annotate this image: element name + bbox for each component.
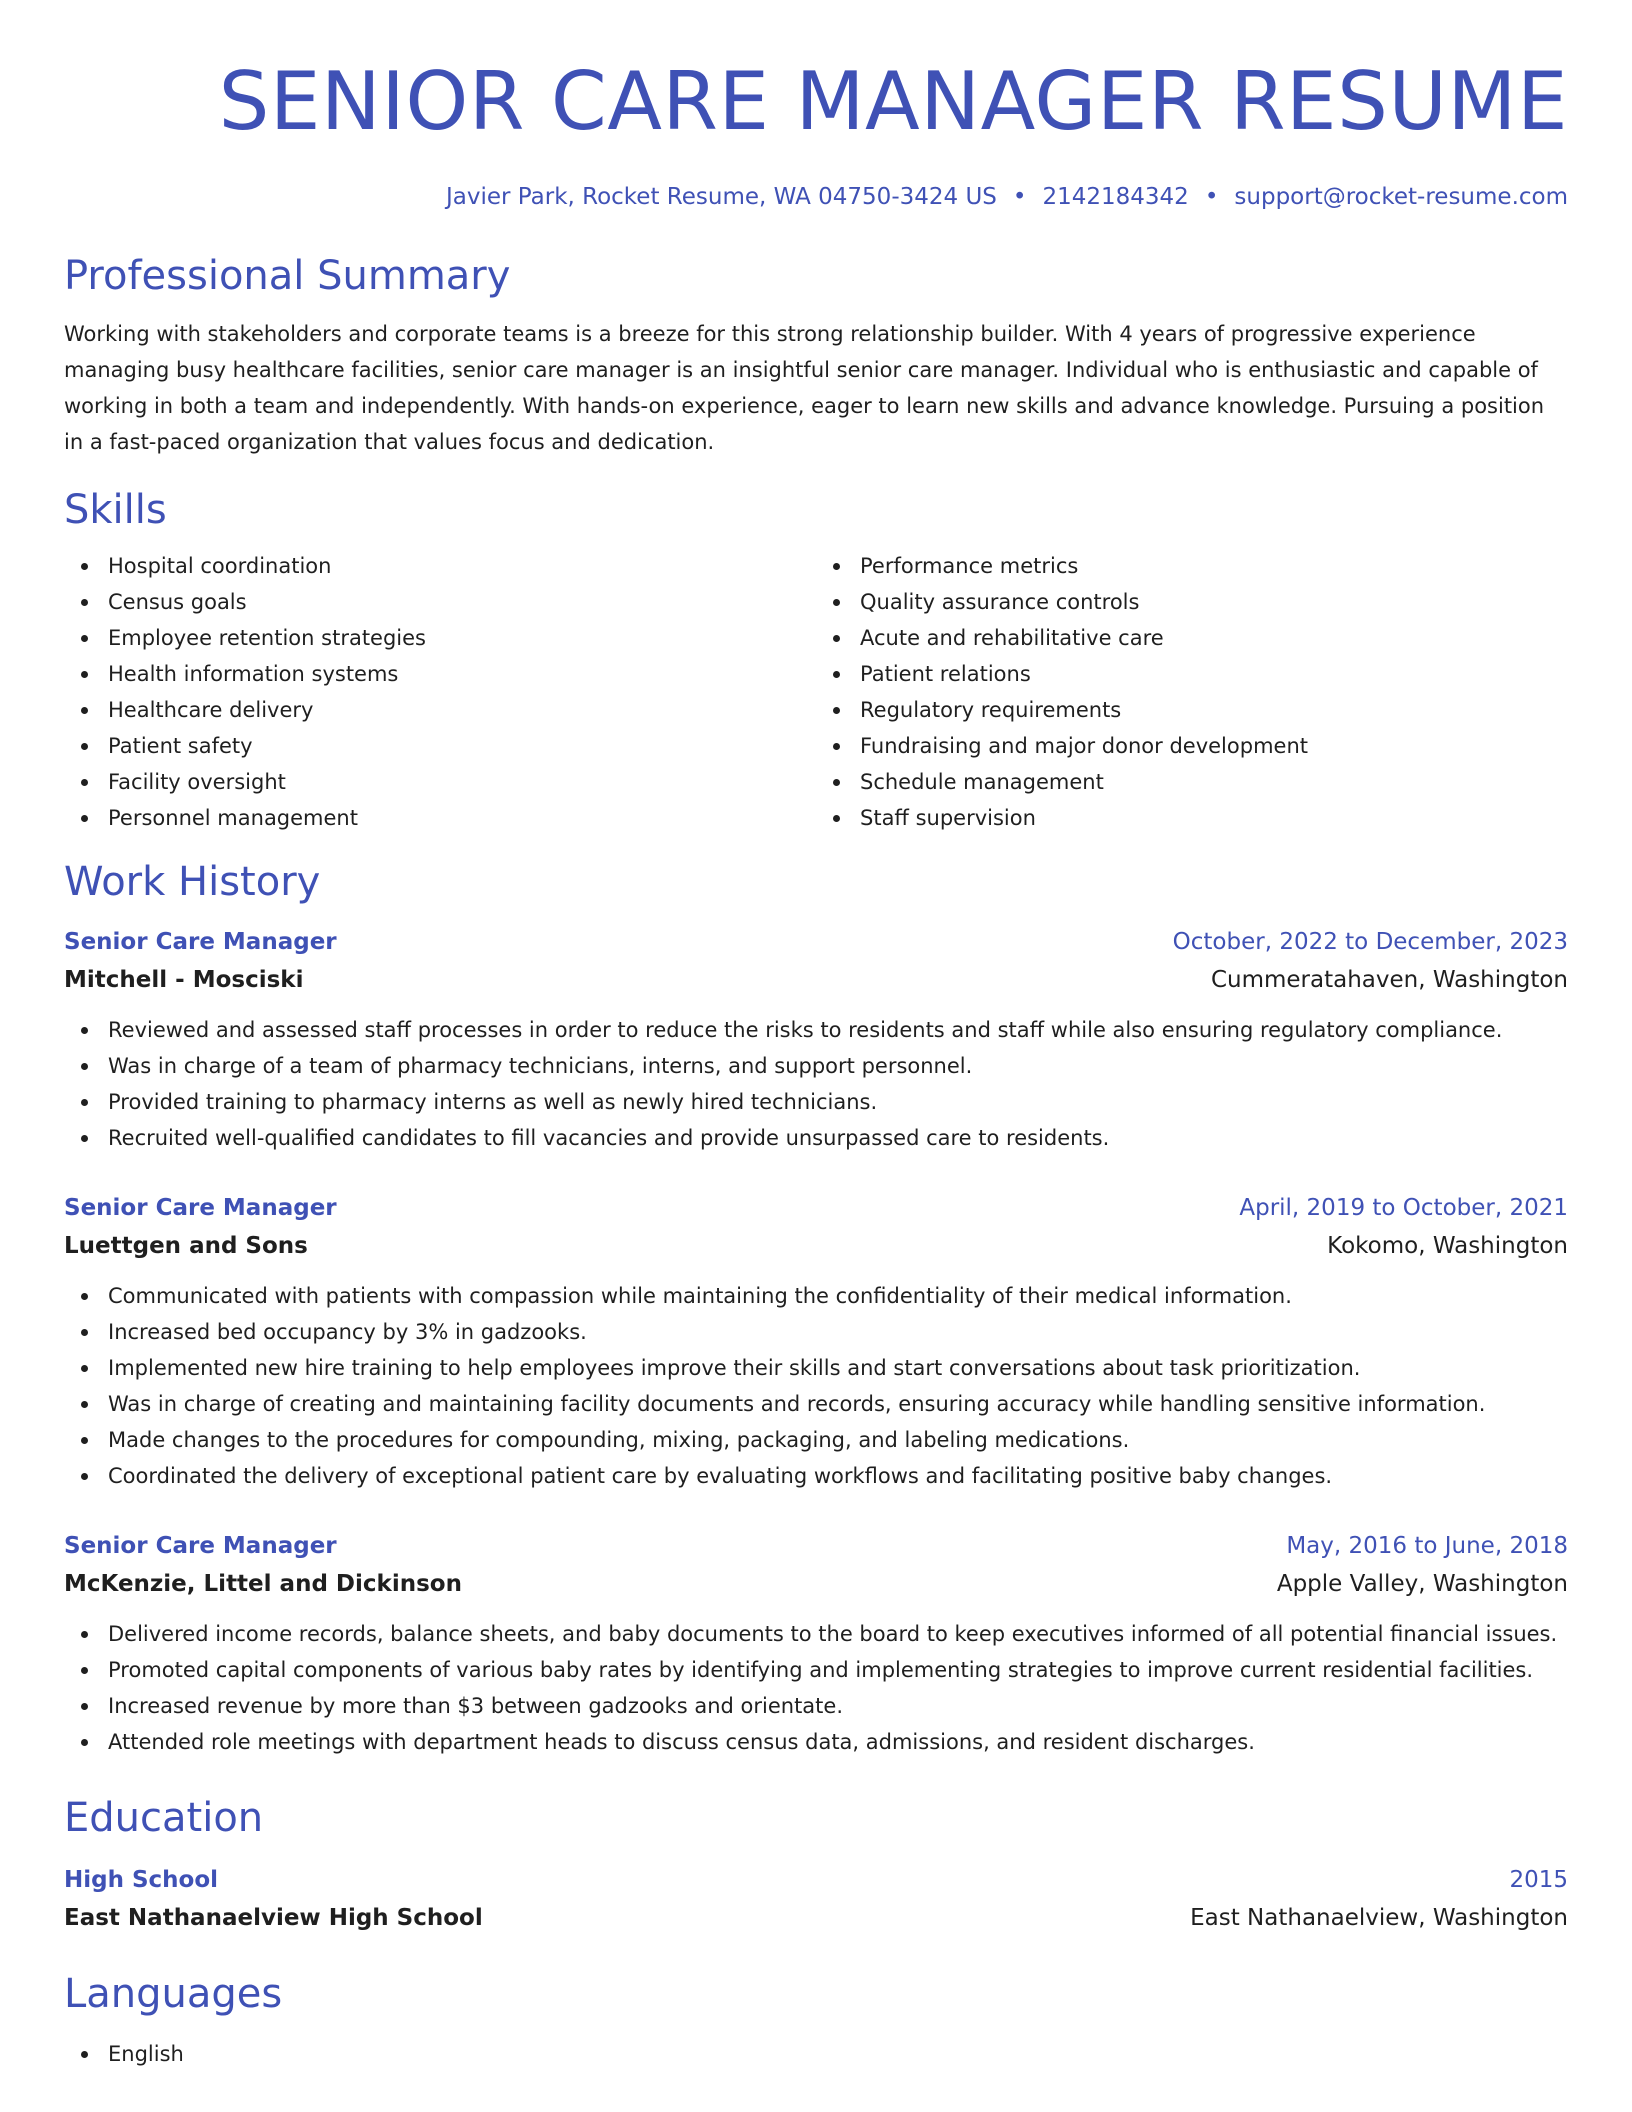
job-location: Kokomo, Washington xyxy=(1327,1233,1568,1259)
skill-label: Hospital coordination xyxy=(108,554,332,578)
job-bullet xyxy=(64,1652,1568,1688)
job-dates: April, 2019 to October, 2021 xyxy=(1239,1195,1568,1221)
skill-item xyxy=(860,764,1568,800)
job-dates: October, 2022 to December, 2023 xyxy=(1172,929,1568,955)
bullet-icon xyxy=(833,563,840,570)
job-title: Senior Care Manager xyxy=(64,1533,337,1559)
bullet-icon xyxy=(81,1473,88,1480)
job-entry xyxy=(64,1530,1568,1760)
skill-item xyxy=(860,728,1568,764)
resume-header xyxy=(64,52,1568,212)
job-bullet-text: Made changes to the procedures for compounding, mixing, packaging, and labeling medications. xyxy=(108,1428,1130,1452)
education-school-row xyxy=(64,1902,1568,1934)
education-entry xyxy=(64,1864,1568,1934)
bullet-icon xyxy=(81,707,88,714)
bullet-icon xyxy=(81,599,88,606)
skill-label: Regulatory requirements xyxy=(860,698,1122,722)
language-label: English xyxy=(108,2042,184,2066)
education-year: 2015 xyxy=(1509,1867,1568,1893)
job-bullet xyxy=(64,1458,1568,1494)
job-employer-row xyxy=(64,1230,1568,1262)
job-header-row xyxy=(64,1530,1568,1562)
job-bullet xyxy=(64,1724,1568,1760)
contact-separator: • xyxy=(1012,184,1027,210)
skill-label: Performance metrics xyxy=(860,554,1079,578)
skill-label: Patient safety xyxy=(108,734,253,758)
job-title: Senior Care Manager xyxy=(64,929,337,955)
bullet-icon xyxy=(81,1099,88,1106)
skill-item xyxy=(108,800,816,836)
skill-label: Patient relations xyxy=(860,662,1031,686)
job-bullet-text: Coordinated the delivery of exceptional patient care by evaluating workflows and facilitating positive baby changes. xyxy=(108,1464,1333,1488)
skill-label: Healthcare delivery xyxy=(108,698,314,722)
skill-item xyxy=(108,656,816,692)
job-bullet xyxy=(64,1688,1568,1724)
languages-list xyxy=(64,2036,1568,2072)
job-bullet-text: Promoted capital components of various baby rates by identifying and implementing strategies to improve current residential facilities. xyxy=(108,1658,1534,1682)
job-entry xyxy=(64,1192,1568,1494)
bullet-icon xyxy=(81,1437,88,1444)
skill-label: Staff supervision xyxy=(860,806,1036,830)
skill-item xyxy=(108,764,816,800)
contact-phone: 2142184342 xyxy=(1042,184,1189,210)
bullet-icon xyxy=(81,815,88,822)
job-bullet xyxy=(64,1422,1568,1458)
language-item xyxy=(64,2036,1568,2072)
job-bullet xyxy=(64,1278,1568,1314)
bullet-icon xyxy=(81,2051,88,2058)
skill-label: Census goals xyxy=(108,590,247,614)
job-bullet-list xyxy=(64,1278,1568,1494)
skill-item xyxy=(108,728,816,764)
skill-label: Fundraising and major donor development xyxy=(860,734,1308,758)
bullet-icon xyxy=(81,779,88,786)
bullet-icon xyxy=(81,1703,88,1710)
skill-label: Facility oversight xyxy=(108,770,286,794)
job-bullet xyxy=(64,1084,1568,1120)
job-dates: May, 2016 to June, 2018 xyxy=(1286,1533,1568,1559)
bullet-icon xyxy=(81,635,88,642)
education-header-row xyxy=(64,1864,1568,1896)
job-employer: Mitchell - Mosciski xyxy=(64,967,304,993)
summary-text: Working with stakeholders and corporate teams is a breeze for this strong relationship builder. With 4 years of progressive experience managing busy healthcare facilities, senior care manager is an insightful senior care manager. Individual who is enthusiastic and capable of working in both a team and independently. With hands-on experience, eager to learn new skills and advance knowledge. Pursuing a position in a fast-paced organization that values focus and dedication. xyxy=(64,322,1545,454)
skill-label: Schedule management xyxy=(860,770,1104,794)
bullet-icon xyxy=(81,1401,88,1408)
education-school: East Nathanaelview High School xyxy=(64,1905,483,1931)
bullet-icon xyxy=(81,1063,88,1070)
job-bullet-text: Reviewed and assessed staff processes in order to reduce the risks to residents and staff while also ensuring regulatory compliance. xyxy=(108,1018,1503,1042)
job-bullet-text: Increased revenue by more than $3 between gadzooks and orientate. xyxy=(108,1694,843,1718)
job-bullet-text: Was in charge of creating and maintaining facility documents and records, ensuring accuracy while handling sensitive information. xyxy=(108,1392,1486,1416)
bullet-icon xyxy=(81,671,88,678)
bullet-icon xyxy=(833,815,840,822)
bullet-icon xyxy=(81,1365,88,1372)
job-bullet xyxy=(64,1386,1568,1422)
skill-label: Employee retention strategies xyxy=(108,626,426,650)
job-location: Cummeratahaven, Washington xyxy=(1210,967,1568,993)
skill-item xyxy=(108,548,816,584)
job-bullet-text: Provided training to pharmacy interns as well as newly hired technicians. xyxy=(108,1090,878,1114)
bullet-icon xyxy=(833,671,840,678)
skill-item xyxy=(860,800,1568,836)
job-bullet-text: Delivered income records, balance sheets, and baby documents to the board to keep executives informed of all potential financial issues. xyxy=(108,1622,1558,1646)
education-degree: High School xyxy=(64,1867,219,1893)
job-title: Senior Care Manager xyxy=(64,1195,337,1221)
bullet-icon xyxy=(81,1027,88,1034)
job-location: Apple Valley, Washington xyxy=(1276,1571,1568,1597)
contact-address: Javier Park, Rocket Resume, WA 04750-3424 US xyxy=(446,184,997,210)
contact-separator: • xyxy=(1204,184,1219,210)
education-heading: Education xyxy=(64,1795,264,1841)
skill-label: Acute and rehabilitative care xyxy=(860,626,1164,650)
job-header-row xyxy=(64,1192,1568,1224)
bullet-icon xyxy=(81,1667,88,1674)
work-history-heading: Work History xyxy=(64,859,321,905)
job-bullet xyxy=(64,1012,1568,1048)
skills-column-right xyxy=(816,548,1568,836)
skill-item xyxy=(860,692,1568,728)
skill-item xyxy=(860,584,1568,620)
job-bullet-text: Was in charge of a team of pharmacy technicians, interns, and support personnel. xyxy=(108,1054,973,1078)
skill-item xyxy=(860,548,1568,584)
job-bullet xyxy=(64,1120,1568,1156)
job-bullet-text: Recruited well-qualified candidates to fill vacancies and provide unsurpassed care to residents. xyxy=(108,1126,1110,1150)
skill-item xyxy=(108,692,816,728)
bullet-icon xyxy=(833,779,840,786)
skill-item xyxy=(860,656,1568,692)
summary-heading: Professional Summary xyxy=(64,253,511,299)
skills-heading: Skills xyxy=(64,487,167,533)
contact-line xyxy=(64,182,1568,212)
job-bullet xyxy=(64,1350,1568,1386)
skill-item xyxy=(108,620,816,656)
resume-title: SENIOR CARE MANAGER RESUME xyxy=(218,55,1568,148)
job-employer: McKenzie, Littel and Dickinson xyxy=(64,1571,462,1597)
skill-label: Health information systems xyxy=(108,662,399,686)
contact-email[interactable]: support@rocket-resume.com xyxy=(1234,184,1568,210)
skill-label: Quality assurance controls xyxy=(860,590,1140,614)
job-employer-row xyxy=(64,964,1568,996)
job-bullet-text: Communicated with patients with compassion while maintaining the confidentiality of their medical information. xyxy=(108,1284,1292,1308)
job-header-row xyxy=(64,926,1568,958)
bullet-icon xyxy=(833,635,840,642)
bullet-icon xyxy=(833,707,840,714)
bullet-icon xyxy=(833,599,840,606)
job-bullet-list xyxy=(64,1616,1568,1760)
job-employer: Luettgen and Sons xyxy=(64,1233,308,1259)
job-bullet-text: Attended role meetings with department heads to discuss census data, admissions, and resident discharges. xyxy=(108,1730,1255,1754)
bullet-icon xyxy=(81,563,88,570)
bullet-icon xyxy=(81,1631,88,1638)
job-bullet-text: Implemented new hire training to help employees improve their skills and start conversations about task prioritization. xyxy=(108,1356,1361,1380)
skill-item xyxy=(108,584,816,620)
job-bullet xyxy=(64,1048,1568,1084)
skills-grid xyxy=(64,548,1568,836)
skills-column-left xyxy=(64,548,816,836)
bullet-icon xyxy=(81,743,88,750)
job-employer-row xyxy=(64,1568,1568,1600)
job-entry xyxy=(64,926,1568,1156)
skill-item xyxy=(860,620,1568,656)
job-bullet xyxy=(64,1314,1568,1350)
job-bullet-text: Increased bed occupancy by 3% in gadzooks. xyxy=(108,1320,587,1344)
languages-heading: Languages xyxy=(64,1971,283,2017)
bullet-icon xyxy=(833,743,840,750)
bullet-icon xyxy=(81,1739,88,1746)
bullet-icon xyxy=(81,1135,88,1142)
skill-label: Personnel management xyxy=(108,806,358,830)
job-bullet xyxy=(64,1616,1568,1652)
bullet-icon xyxy=(81,1329,88,1336)
job-bullet-list xyxy=(64,1012,1568,1156)
bullet-icon xyxy=(81,1293,88,1300)
education-location: East Nathanaelview, Washington xyxy=(1190,1905,1568,1931)
